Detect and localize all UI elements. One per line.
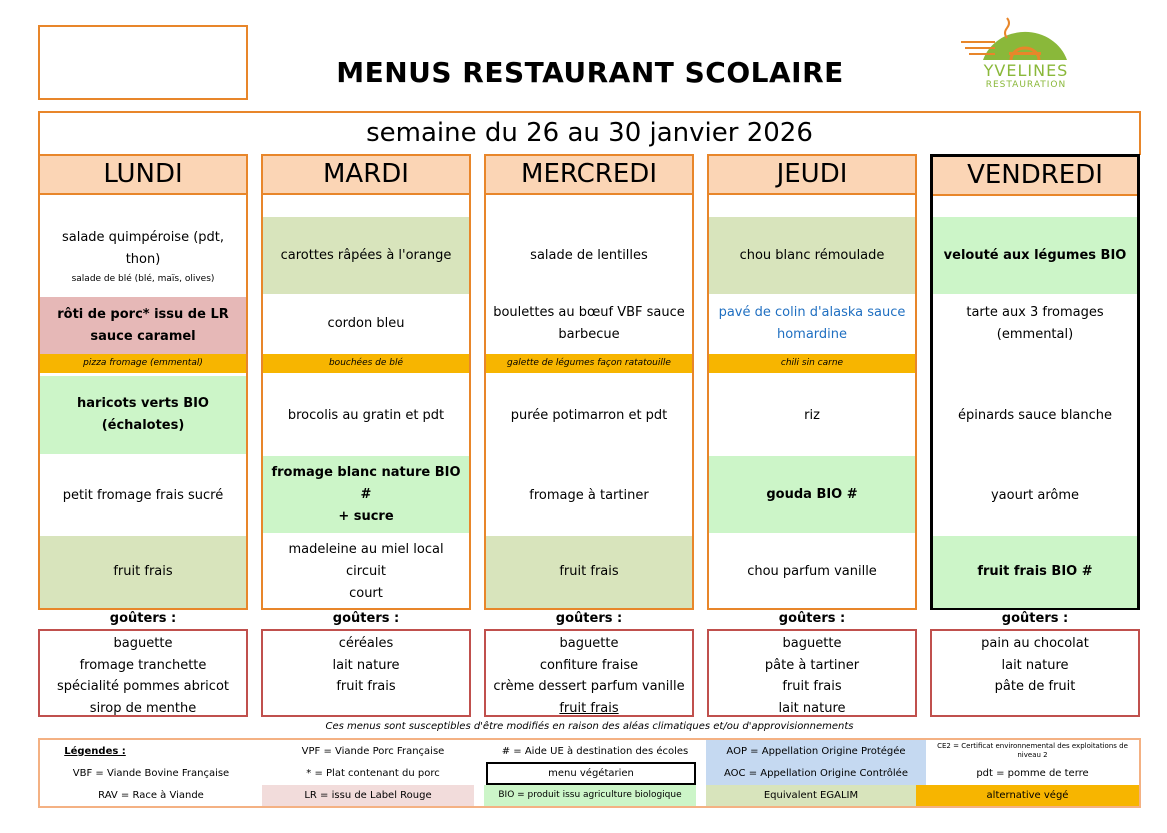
side-cell: purée potimarron et pdt <box>510 408 668 423</box>
gouter-item: lait nature <box>1001 657 1069 673</box>
dairy-cell <box>263 456 469 533</box>
gouter-box-mardi <box>261 629 471 717</box>
logo-placeholder-box <box>38 25 248 100</box>
main-line: (emmental) <box>996 327 1074 342</box>
gouter-item: lait nature <box>332 657 400 673</box>
dairy-cell: gouda BIO # <box>709 456 915 533</box>
gouter-item: baguette <box>559 636 619 651</box>
side-line: (échalotes) <box>101 418 185 433</box>
dessert-cell: chou parfum vanille <box>747 564 877 579</box>
main-line: homardine <box>776 327 848 342</box>
gouter-item: céréales <box>338 636 394 651</box>
side-cell: épinards sauce blanche <box>957 408 1113 423</box>
starter-cell: velouté aux légumes BIO <box>933 217 1137 294</box>
starter-cell <box>40 217 246 297</box>
side-cell <box>40 376 246 454</box>
dairy-cell: yaourt arôme <box>990 488 1080 503</box>
legend-ce2: CE2 = Certificat environnemental des exploitations de niveau 2 <box>937 742 1128 759</box>
legend-hash: # = Aide UE à destination des écoles <box>501 745 689 757</box>
gouter-item: lait nature <box>778 700 846 716</box>
main-cell <box>486 294 692 354</box>
legend-vpf: VPF = Viande Porc Française <box>301 745 445 757</box>
dairy-line: + sucre <box>338 508 394 524</box>
dessert-line: court <box>349 586 383 601</box>
legend-box <box>38 738 1141 808</box>
gouters-label: goûters : <box>109 611 177 626</box>
disclaimer-note: Ces menus sont susceptibles d'être modifiés en raison des aléas climatiques et/ou d'approvisionnements <box>325 721 854 732</box>
gouter-box-mercredi <box>484 629 694 717</box>
starter-line: salade quimpéroise (pdt, thon) <box>61 230 225 267</box>
main-line: boulettes au bœuf VBF sauce <box>493 305 685 320</box>
vegetarian-alternative: bouchées de blé <box>263 354 469 373</box>
main-line: sauce caramel <box>90 328 196 344</box>
vegetarian-alternative: chili sin carne <box>709 354 915 373</box>
side-line: haricots verts BIO <box>77 396 209 411</box>
gouter-item: crème dessert parfum vanille <box>493 679 685 694</box>
legend-egalim: Equivalent EGALIM <box>706 785 916 806</box>
gouter-box-vendredi <box>930 629 1140 717</box>
gouter-item: pâte de fruit <box>994 679 1076 694</box>
starter-cell: chou blanc rémoulade <box>709 217 915 294</box>
day-column-mardi <box>261 154 471 610</box>
main-cell <box>933 294 1137 354</box>
starter-line: salade de blé (blé, maïs, olives) <box>71 274 215 284</box>
gouters-label: goûters : <box>332 611 400 626</box>
dairy-line: fromage blanc nature BIO # <box>271 464 461 502</box>
day-column-jeudi <box>707 154 917 610</box>
gouter-item: confiture fraise <box>539 657 639 673</box>
legend-bio: BIO = produit issu agriculture biologique <box>484 785 696 806</box>
day-name: JEUDI <box>709 156 915 195</box>
vegetarian-alternative: galette de légumes façon ratatouille <box>486 354 692 373</box>
day-name: VENDREDI <box>933 157 1137 196</box>
day-column-mercredi <box>484 154 694 610</box>
logo-subtitle: RESTAURATION <box>985 80 1067 90</box>
day-column-vendredi <box>930 154 1140 610</box>
gouter-item: pâte à tartiner <box>764 657 860 673</box>
legend-aop: AOP = Appellation Origine Protégée <box>706 740 926 762</box>
gouter-item: sirop de menthe <box>89 700 197 716</box>
legend-vbf: VBF = Viande Bovine Française <box>72 768 230 779</box>
gouters-label: goûters : <box>778 611 846 626</box>
dairy-cell: petit fromage frais sucré <box>62 488 224 503</box>
gouter-item: pain au chocolat <box>981 636 1089 651</box>
dessert-cell: fruit frais <box>486 536 692 608</box>
page-title: MENUS RESTAURANT SCOLAIRE <box>336 56 844 89</box>
gouter-item: baguette <box>782 636 842 651</box>
main-cell <box>40 297 246 354</box>
gouters-label: goûters : <box>555 611 623 626</box>
day-name: MARDI <box>263 156 469 195</box>
gouter-item: fromage tranchette <box>79 657 207 673</box>
legend-alt-vege: alternative végé <box>916 785 1139 806</box>
legend-rav: RAV = Race à Viande <box>98 790 204 801</box>
logo-title: YVELINES <box>983 61 1069 80</box>
legend-star: * = Plat contenant du porc <box>306 768 440 779</box>
day-name: MERCREDI <box>486 156 692 195</box>
dairy-cell: fromage à tartiner <box>529 488 649 503</box>
gouters-label: goûters : <box>1001 611 1069 626</box>
legend-title: Légendes : <box>64 745 126 757</box>
starter-cell: carottes râpées à l'orange <box>263 217 469 294</box>
main-line: barbecue <box>558 327 620 342</box>
side-cell: brocolis au gratin et pdt <box>287 408 445 423</box>
gouter-item: fruit frais <box>782 679 842 694</box>
dessert-line: madeleine au miel local circuit <box>288 542 444 579</box>
dessert-cell: fruit frais <box>40 536 246 608</box>
gouter-box-jeudi <box>707 629 917 717</box>
day-name: LUNDI <box>40 156 246 195</box>
main-line: pavé de colin d'alaska sauce <box>718 305 906 320</box>
gouter-item: spécialité pommes abricot <box>56 679 229 694</box>
dessert-cell <box>263 536 469 608</box>
main-cell <box>709 294 915 354</box>
main-line: tarte aux 3 fromages <box>966 305 1104 320</box>
starter-cell: salade de lentilles <box>530 247 648 263</box>
side-cell: riz <box>804 408 820 423</box>
legend-vegetarian: menu végétarien <box>486 762 696 785</box>
gouter-item: baguette <box>113 636 173 651</box>
legend-aoc: AOC = Appellation Origine Contrôlée <box>706 762 926 785</box>
dessert-cell: fruit frais BIO # <box>933 536 1137 608</box>
gouter-item: fruit frais <box>336 679 396 694</box>
day-column-lundi <box>38 154 248 610</box>
vegetarian-alternative: pizza fromage (emmental) <box>40 354 246 373</box>
gouter-box-lundi <box>38 629 248 717</box>
main-cell: cordon bleu <box>327 316 405 331</box>
gouter-item: fruit frais <box>559 700 619 716</box>
yvelines-logo <box>955 12 1080 97</box>
legend-lr: LR = issu de Label Rouge <box>262 785 474 806</box>
main-line: rôti de porc* issu de LR <box>57 306 229 322</box>
week-header: semaine du 26 au 30 janvier 2026 <box>38 111 1141 155</box>
legend-pdt: pdt = pomme de terre <box>976 768 1089 779</box>
